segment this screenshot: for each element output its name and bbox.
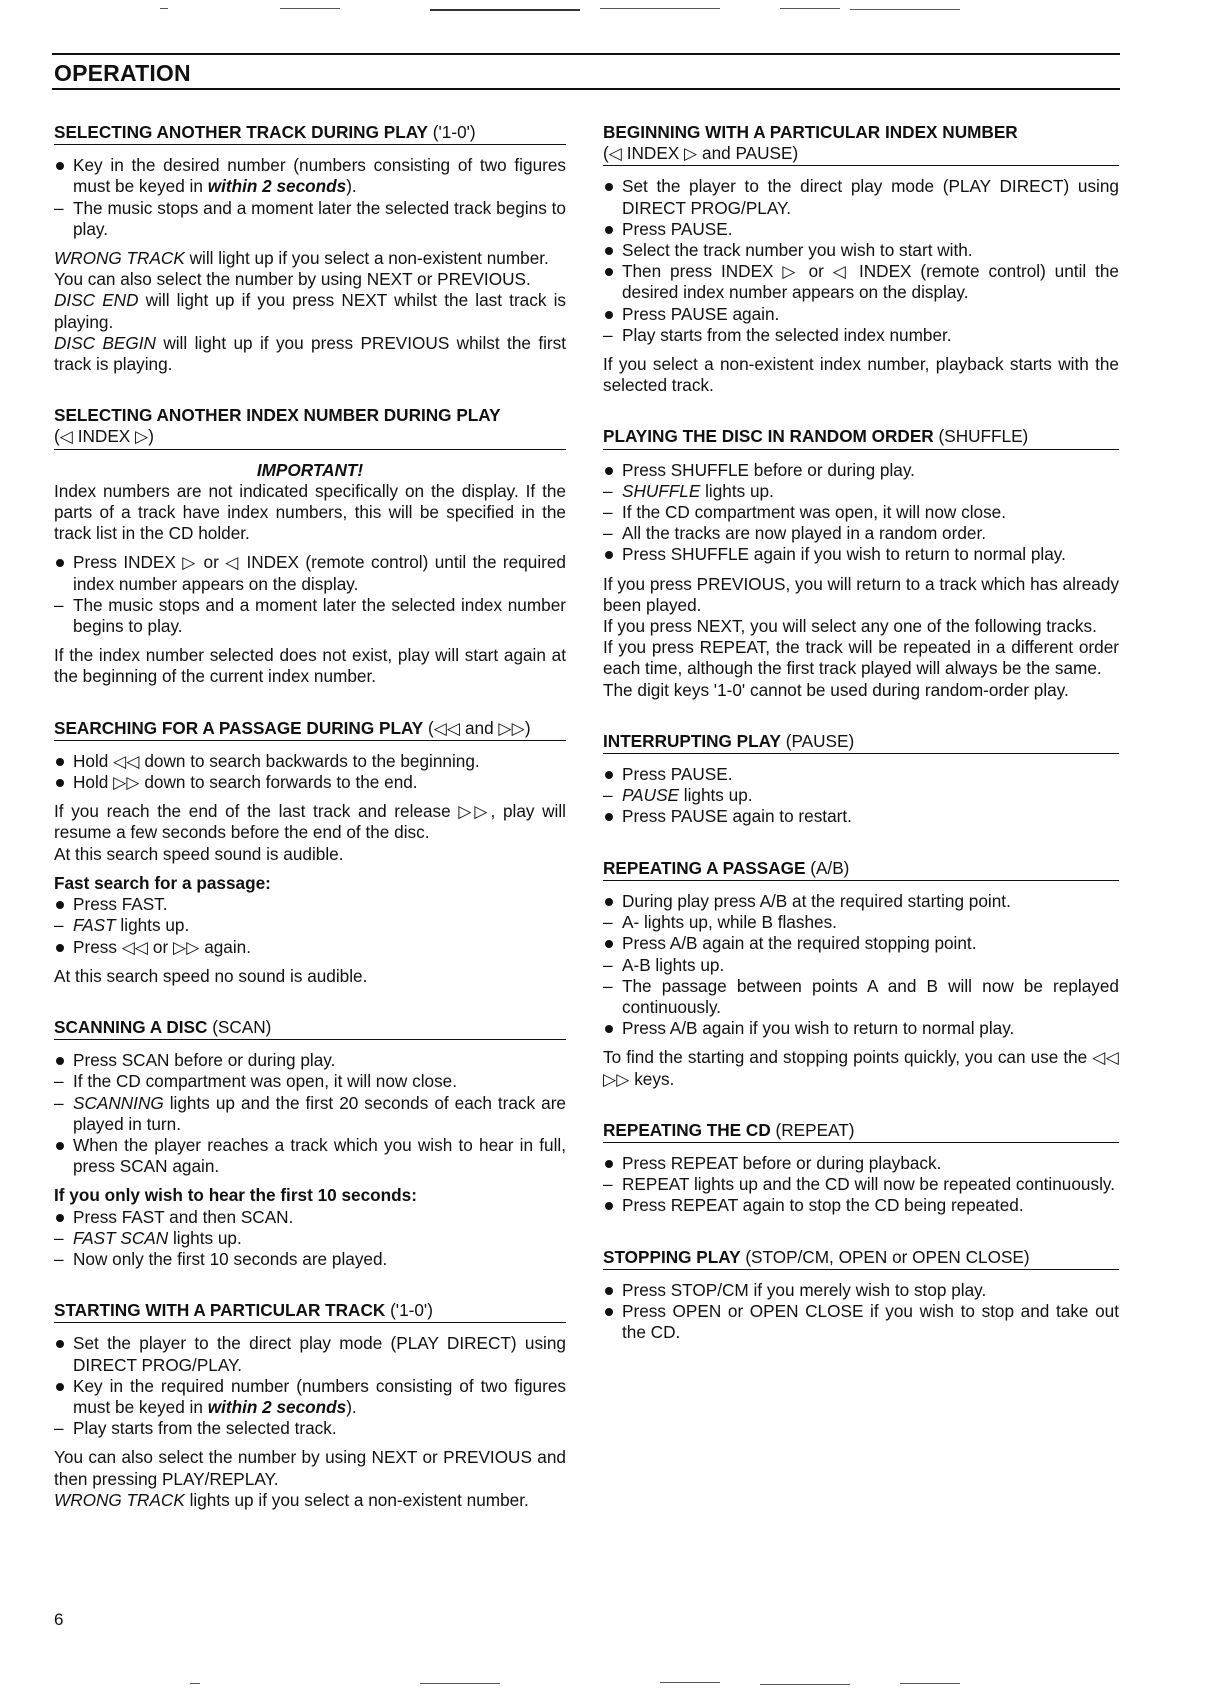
list-item: Key in the required number (numbers consisting of two figures must be keyed in within 2 seconds). <box>54 1376 566 1418</box>
section-heading: BEGINNING WITH A PARTICULAR INDEX NUMBER (◁ INDEX ▷ and PAUSE) <box>603 122 1119 166</box>
list-item: Then press INDEX ▷ or ◁ INDEX (remote control) until the desired index number appears on the display. <box>603 261 1119 303</box>
scan-speck <box>160 8 168 9</box>
scan-speck <box>430 9 580 11</box>
list-item: Select the track number you wish to start with. <box>603 240 1119 261</box>
page-title: OPERATION <box>54 60 191 86</box>
scan-speck <box>280 8 340 9</box>
list-item: Press SHUFFLE before or during play. <box>603 460 1119 481</box>
list-item: Press PAUSE. <box>603 219 1119 240</box>
section-heading: INTERRUPTING PLAY (PAUSE) <box>603 731 1119 754</box>
list-item: Set the player to the direct play mode (PLAY DIRECT) using DIRECT PROG/PLAY. <box>54 1333 566 1375</box>
left-column <box>54 122 566 1541</box>
paragraph: WRONG TRACK will light up if you select a non-existent number. <box>54 248 549 269</box>
section-repeating-passage <box>603 858 1119 1090</box>
list-item: Press REPEAT before or during playback. <box>603 1153 1119 1174</box>
section-heading: SCANNING A DISC (SCAN) <box>54 1017 566 1040</box>
scan-speck <box>850 9 960 10</box>
section-heading: STARTING WITH A PARTICULAR TRACK ('1-0') <box>54 1300 566 1323</box>
list-item: – SCANNING lights up and the first 20 seconds of each track are played in turn. <box>54 1093 566 1135</box>
section-random-order <box>603 426 1119 700</box>
paragraph: If you press REPEAT, the track will be repeated in a different order each time, although the first track played will always be the same. <box>603 637 1119 679</box>
paragraph: The digit keys '1-0' cannot be used during random-order play. <box>603 679 1069 700</box>
paragraph: If the index number selected does not exist, play will start again at the beginning of the current index number. <box>54 645 566 687</box>
list-item: – All the tracks are now played in a random order. <box>603 523 1119 544</box>
section-stopping-play <box>603 1247 1119 1344</box>
scan-speck <box>900 1683 960 1684</box>
section-starting-track <box>54 1300 566 1511</box>
list-item: Set the player to the direct play mode (PLAY DIRECT) using DIRECT PROG/PLAY. <box>603 176 1119 218</box>
paragraph: If you press NEXT, you will select any one of the following tracks. <box>603 616 1097 637</box>
important-label: IMPORTANT! <box>256 459 364 480</box>
header-rule-bottom <box>52 88 1120 90</box>
section-heading: PLAYING THE DISC IN RANDOM ORDER (SHUFFLE) <box>603 426 1119 449</box>
list-item: Press PAUSE again. <box>603 304 1119 325</box>
section-scanning-disc <box>54 1017 566 1270</box>
list-item: – The music stops and a moment later the selected track begins to play. <box>54 198 566 240</box>
section-heading: REPEATING A PASSAGE (A/B) <box>603 858 1119 881</box>
section-beginning-index <box>603 122 1119 396</box>
list-item: – Play starts from the selected track. <box>54 1418 566 1439</box>
section-selecting-track <box>54 122 566 375</box>
header-rule-top <box>52 53 1120 55</box>
list-item: Press STOP/CM if you merely wish to stop play. <box>603 1280 1119 1301</box>
list-item: – Now only the first 10 seconds are played. <box>54 1249 566 1270</box>
section-interrupting-play <box>603 731 1119 828</box>
list-item: Press FAST. <box>54 894 566 915</box>
section-heading: STOPPING PLAY (STOP/CM, OPEN or OPEN CLOSE) <box>603 1247 1119 1270</box>
list-item: Press OPEN or OPEN CLOSE if you wish to stop and take out the CD. <box>603 1301 1119 1343</box>
list-item: Press ◁◁ or ▷▷ again. <box>54 937 566 958</box>
list-item: Press PAUSE. <box>603 764 1119 785</box>
list-item: Hold ◁◁ down to search backwards to the beginning. <box>54 751 566 772</box>
list-item: – SHUFFLE lights up. <box>603 481 1119 502</box>
scan-speck <box>190 1683 200 1684</box>
list-item: Press A/B again if you wish to return to normal play. <box>603 1018 1119 1039</box>
list-item: Press INDEX ▷ or ◁ INDEX (remote control) until the required index number appears on the display. <box>54 552 566 594</box>
scan-speck <box>600 8 720 9</box>
section-heading: SEARCHING FOR A PASSAGE DURING PLAY (◁◁ and ▷▷) <box>54 718 566 741</box>
paragraph: WRONG TRACK lights up if you select a non-existent number. <box>54 1489 529 1510</box>
section-heading: SELECTING ANOTHER TRACK DURING PLAY ('1-0') <box>54 122 566 145</box>
list-item: Press SHUFFLE again if you wish to return to normal play. <box>603 544 1119 565</box>
list-item: Key in the desired number (numbers consisting of two figures must be keyed in within 2 seconds). <box>54 155 566 197</box>
list-item: During play press A/B at the required starting point. <box>603 891 1119 912</box>
list-item: – FAST SCAN lights up. <box>54 1228 566 1249</box>
list-item: Press A/B again at the required stopping point. <box>603 933 1119 954</box>
list-item: – A- lights up, while B flashes. <box>603 912 1119 933</box>
list-item: Hold ▷▷ down to search forwards to the end. <box>54 772 566 793</box>
subheading: If you only wish to hear the first 10 seconds: <box>54 1185 417 1206</box>
list-item: Press REPEAT again to stop the CD being repeated. <box>603 1195 1119 1216</box>
list-item: – A-B lights up. <box>603 955 1119 976</box>
paragraph: You can also select the number by using NEXT or PREVIOUS. <box>54 269 531 290</box>
paragraph: You can also select the number by using NEXT or PREVIOUS and then pressing PLAY/REPLAY. <box>54 1447 566 1489</box>
list-item: – REPEAT lights up and the CD will now be repeated continuously. <box>603 1174 1119 1195</box>
scan-speck <box>660 1682 720 1683</box>
section-heading: SELECTING ANOTHER INDEX NUMBER DURING PLAY (◁ INDEX ▷) <box>54 405 566 449</box>
list-item: – FAST lights up. <box>54 915 566 936</box>
subheading: Fast search for a passage: <box>54 872 271 893</box>
scan-speck <box>780 8 840 9</box>
section-searching-passage <box>54 718 566 987</box>
scan-speck <box>760 1684 850 1685</box>
list-item: Press SCAN before or during play. <box>54 1050 566 1071</box>
paragraph: If you select a non-existent index number, playback starts with the selected track. <box>603 354 1119 396</box>
paragraph: To find the starting and stopping points quickly, you can use the ◁◁ ▷▷ keys. <box>603 1047 1119 1089</box>
paragraph: DISC END will light up if you press NEXT whilst the last track is playing. <box>54 290 566 332</box>
paragraph: If you reach the end of the last track and release ▷▷, play will resume a few seconds before the end of the disc. <box>54 801 566 843</box>
section-heading: REPEATING THE CD (REPEAT) <box>603 1120 1119 1143</box>
list-item: – If the CD compartment was open, it will now close. <box>603 502 1119 523</box>
page-number: 6 <box>54 1610 64 1629</box>
list-item: When the player reaches a track which you wish to hear in full, press SCAN again. <box>54 1135 566 1177</box>
paragraph: If you press PREVIOUS, you will return to a track which has already been played. <box>603 573 1119 615</box>
list-item: – PAUSE lights up. <box>603 785 1119 806</box>
paragraph: Index numbers are not indicated specifically on the display. If the parts of a track have index numbers, this will be specified in the track list in the CD holder. <box>54 480 566 544</box>
paragraph: DISC BEGIN will light up if you press PREVIOUS whilst the first track is playing. <box>54 332 566 375</box>
section-repeating-cd <box>603 1120 1119 1217</box>
paragraph: At this search speed sound is audible. <box>54 843 344 864</box>
list-item: – The passage between points A and B will now be replayed continuously. <box>603 976 1119 1018</box>
right-column <box>603 122 1119 1373</box>
list-item: Press FAST and then SCAN. <box>54 1207 566 1228</box>
list-item: – If the CD compartment was open, it will now close. <box>54 1071 566 1092</box>
section-selecting-index <box>54 405 566 687</box>
list-item: – The music stops and a moment later the selected index number begins to play. <box>54 595 566 637</box>
scan-speck <box>420 1683 500 1684</box>
paragraph: At this search speed no sound is audible. <box>54 965 368 986</box>
list-item: – Play starts from the selected index number. <box>603 325 1119 346</box>
list-item: Press PAUSE again to restart. <box>603 806 1119 827</box>
